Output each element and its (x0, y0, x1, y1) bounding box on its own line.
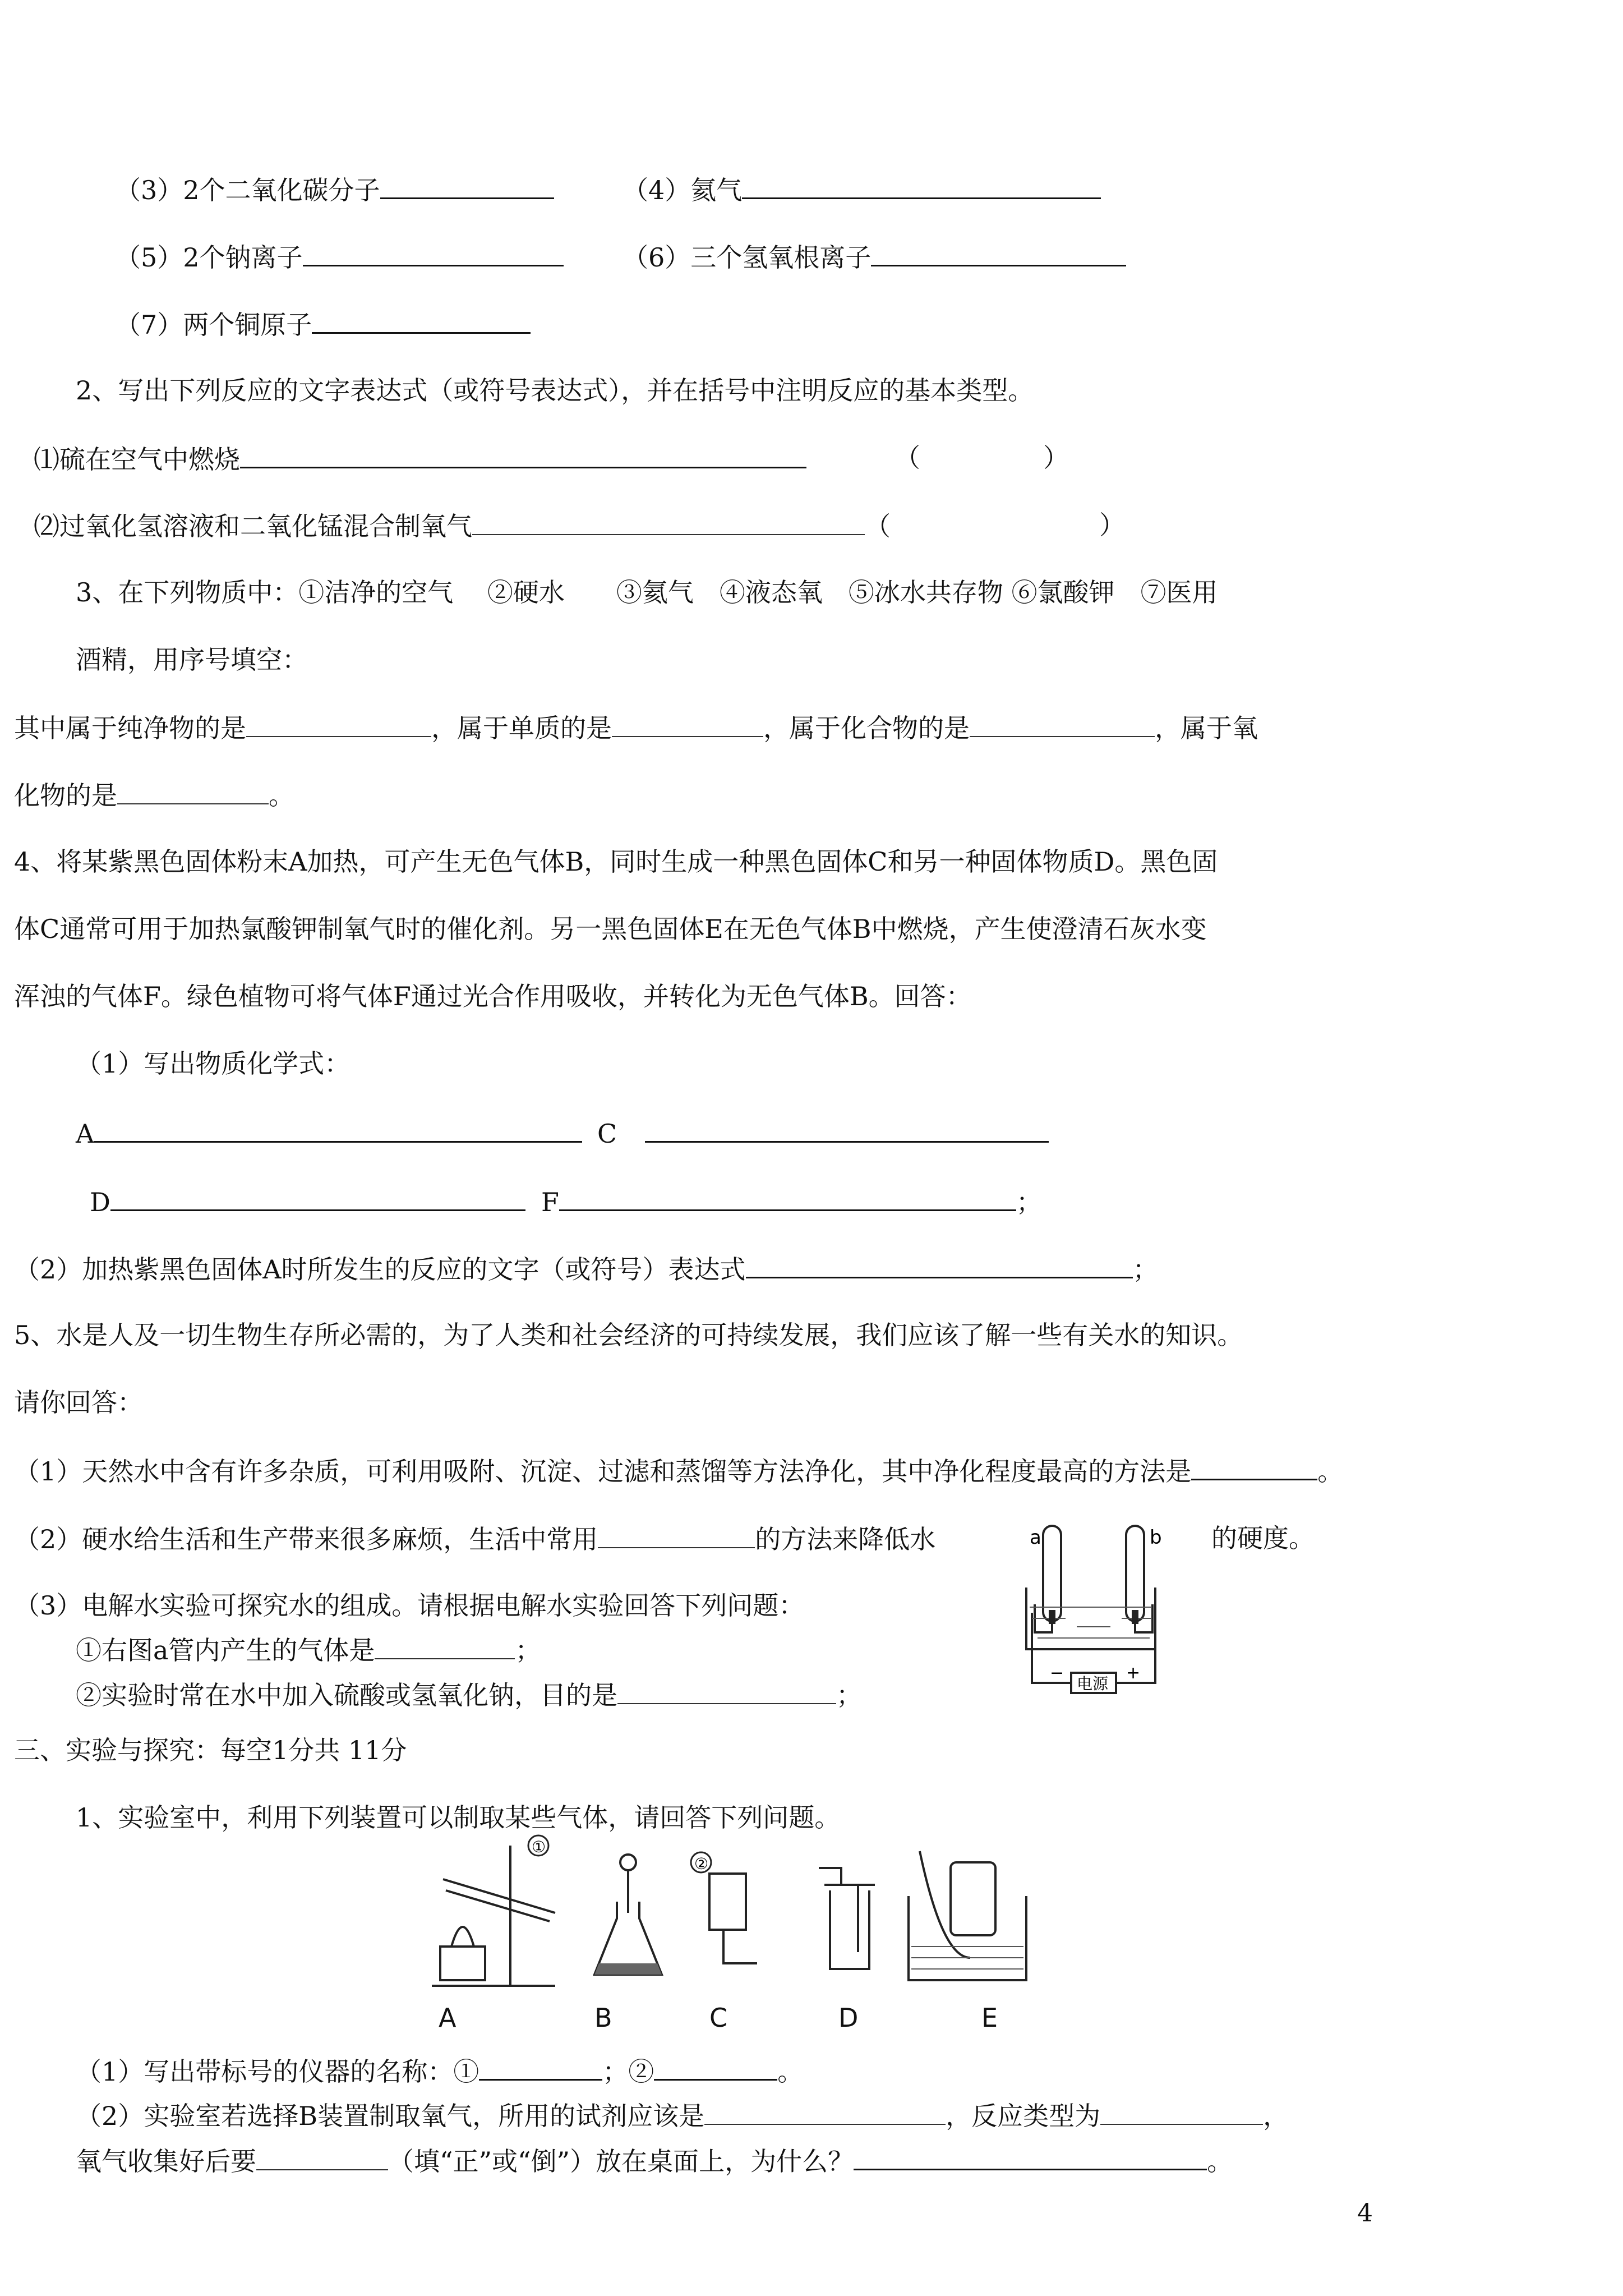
test-tube (443, 1879, 555, 1913)
q3-line1: 3、在下列物质中：①洁净的空气 ②硬水 ③氦气 ④液态氧 ⑤冰水共存物 ⑥氯酸钾 ⑦医用 (76, 577, 1218, 608)
q3-oxide-label-end: 化物的是 (14, 780, 117, 811)
answer-blank[interactable] (94, 1115, 582, 1143)
q1-item-3 (115, 172, 554, 207)
electrode-b (1132, 1610, 1138, 1624)
q4-line1: 4、将某紫黑色固体粉末A加热，可产生无色气体B，同时生成一种黑色固体C和另一种固体物质D。黑色固 (14, 846, 1218, 877)
q4-sub2-text: （2）加热紫黑色固体A时所发生的反应的文字（或符号）表达式 (14, 1254, 746, 1285)
q5-s2-text-b: 的方法来降低水 (755, 1524, 936, 1554)
apparatus-label-A: A (439, 2003, 457, 2033)
q5-s3b-text: ②实验时常在水中加入硫酸或氢氧化钠，目的是 (76, 1680, 617, 1710)
q5-s2 (14, 1521, 935, 1556)
q3-fill-line-2 (14, 777, 294, 812)
answer-blank[interactable] (854, 2143, 1207, 2170)
q1-item-7 (115, 306, 531, 342)
q5-s2-text: （2）硬水给生活和生产带来很多麻烦，生活中常用 (14, 1524, 598, 1554)
answer-blank[interactable] (617, 1677, 836, 1704)
q2-a-paren-left: （ (895, 443, 920, 473)
q3-period: 。 (269, 780, 294, 811)
mark-2: ② (694, 1855, 709, 1873)
q5-s1-text: （1）天然水中含有许多杂质，可利用吸附、沉淀、过滤和蒸馏等方法净化，其中净化程度最高的方法是 (14, 1456, 1192, 1487)
apparatus-A (426, 1829, 561, 1991)
q1-item-5 (115, 239, 564, 274)
q3-line2: 酒精，用序号填空： (76, 645, 308, 675)
sec3-s2-text: （2）实验室若选择B装置制取氧气，所用的试剂应该是 (76, 2101, 705, 2131)
q2-b-paren-left: （ (865, 511, 891, 541)
sec3-s2-text-b: ，反应类型为 (946, 2101, 1101, 2131)
q2-b (34, 508, 891, 543)
q2-b-text: ⑵过氧化氢溶液和二氧化锰混合制氧气 (34, 511, 472, 541)
tube-b-label: b (1150, 1526, 1162, 1549)
apparatus-label-E: E (981, 2003, 998, 2033)
answer-blank[interactable] (598, 1521, 755, 1548)
q2-a-text: ⑴硫在空气中燃烧 (34, 444, 240, 475)
q1-item-7-text: （7）两个铜原子 (115, 310, 312, 340)
answer-blank[interactable] (559, 1184, 1016, 1211)
q4-sub1: （1）写出物质化学式： (76, 1048, 351, 1079)
label-D: D (90, 1187, 110, 1217)
answer-blank[interactable] (312, 306, 531, 334)
tube-a-label: a (1030, 1526, 1041, 1549)
semicolon: ； (836, 1680, 862, 1710)
q1-item-6-text: （6）三个氢氧根离子 (623, 242, 872, 273)
answer-blank[interactable] (742, 172, 1101, 199)
q1-item-5-text: （5）2个钠离子 (115, 242, 303, 273)
q5-s3: （3）电解水实验可探究水的组成。请根据电解水实验回答下列问题： (14, 1590, 805, 1621)
period: 。 (1207, 2146, 1233, 2177)
sec3-s3 (76, 2143, 1233, 2178)
apparatus-E (903, 1846, 1032, 1986)
q2-b-paren-right: ） (1099, 510, 1125, 540)
q5-line2: 请你回答： (14, 1387, 143, 1418)
answer-blank[interactable] (240, 441, 806, 468)
answer-blank[interactable] (117, 777, 269, 804)
lamp-block (440, 1947, 485, 1980)
answer-blank[interactable] (1100, 2098, 1263, 2125)
page-number: 4 (1357, 2199, 1373, 2228)
sec3-q1: 1、实验室中，利用下列装置可以制取某些气体，请回答下列问题。 (76, 1802, 841, 1833)
q3-compound-label: ，属于化合物的是 (763, 713, 970, 743)
q4-A (76, 1115, 582, 1151)
apparatus-label-D: D (838, 2003, 859, 2033)
period: 。 (777, 2056, 804, 2087)
comma: ， (1263, 2101, 1289, 2131)
q5-s1 (14, 1453, 1343, 1488)
flask-liquid (594, 1963, 662, 1975)
q4-line2: 体C通常可用于加热氯酸钾制氧气时的催化剂。另一黑色固体E在无色气体B中燃烧，产生使澄清石灰水变 (14, 914, 1207, 944)
q3-element-label: ，属于单质的是 (431, 713, 612, 743)
q1-item-6 (623, 239, 1126, 274)
q1-item-4-text: （4）氦气 (623, 175, 743, 205)
period: 。 (1317, 1456, 1344, 1487)
answer-blank[interactable] (375, 1632, 515, 1659)
apparatus-label-B: B (594, 2003, 612, 2033)
q4-F (541, 1184, 1042, 1219)
answer-blank[interactable] (380, 172, 554, 199)
apparatus-D (813, 1857, 880, 1980)
sec3-s1-text: （1）写出带标号的仪器的名称：① (76, 2056, 479, 2087)
answer-blank[interactable] (654, 2053, 777, 2081)
sec3-s3-text-b: （填“正”或“倒”）放在桌面上，为什么？ (388, 2146, 854, 2177)
q5-s3a (76, 1632, 541, 1667)
answer-blank[interactable] (871, 239, 1126, 266)
answer-blank[interactable] (645, 1115, 1049, 1143)
q3-oxide-label: ，属于氧 (1155, 713, 1258, 743)
apparatus-B (589, 1851, 667, 1980)
label-A: A (76, 1119, 95, 1149)
q4-sub2 (14, 1251, 1159, 1286)
sec3-s2 (76, 2098, 1289, 2133)
sec3-s1-text-b: ；② (602, 2056, 654, 2087)
q2-a (34, 441, 806, 476)
answer-blank[interactable] (246, 710, 431, 737)
answer-blank[interactable] (970, 710, 1155, 737)
answer-blank[interactable] (110, 1184, 525, 1211)
q5-s3a-text: ①右图a管内产生的气体是 (76, 1635, 375, 1665)
section-3-title: 三、实验与探究：每空1分共 11分 (14, 1735, 407, 1765)
sec3-s1 (76, 2053, 803, 2088)
q3-fill-line (14, 710, 1258, 745)
electrode-a (1049, 1610, 1055, 1624)
q4-line3: 浑浊的气体F。绿色植物可将气体F通过光合作用吸收，并转化为无色气体B。回答： (14, 981, 972, 1011)
answer-blank[interactable] (704, 2098, 946, 2125)
answer-blank[interactable] (479, 2053, 602, 2081)
q3-pure-label: 其中属于纯净物的是 (14, 713, 246, 743)
plus-sign: + (1126, 1663, 1141, 1683)
power-label: 电源 (1077, 1674, 1109, 1693)
q1-item-3-text: （3）2个二氧化碳分子 (115, 175, 380, 205)
q4-C (597, 1115, 1049, 1151)
q5-s2-end: 的硬度。 (1211, 1523, 1315, 1553)
answer-blank[interactable] (1191, 1453, 1317, 1480)
semicolon: ； (1016, 1187, 1042, 1217)
q5-line1: 5、水是人及一切生物生存所必需的，为了人类和社会经济的可持续发展，我们应该了解一些有关水的知识。 (14, 1320, 1243, 1350)
answer-blank[interactable] (612, 710, 763, 737)
semicolon: ； (1132, 1254, 1159, 1285)
answer-blank[interactable] (303, 239, 564, 266)
q2-a-paren-right: ） (1043, 443, 1069, 473)
flame (451, 1927, 474, 1947)
q4-D (90, 1184, 525, 1219)
q5-s3b (76, 1677, 862, 1712)
answer-blank[interactable] (746, 1251, 1133, 1278)
label-F: F (541, 1187, 559, 1217)
sec3-s3-text: 氧气收集好后要 (76, 2146, 256, 2177)
answer-blank[interactable] (472, 508, 865, 535)
mark-1: ① (532, 1838, 546, 1856)
minus-sign: − (1050, 1663, 1064, 1683)
apparatus-label-C: C (709, 2003, 728, 2033)
apparatus-C (684, 1851, 768, 1980)
semicolon: ； (515, 1635, 541, 1665)
label-C: C (597, 1119, 617, 1149)
q2-stem: 2、写出下列反应的文字表达式（或符号表达式），并在括号中注明反应的基本类型。 (76, 375, 1034, 406)
electrolysis-diagram (1021, 1515, 1166, 1700)
q1-item-4 (623, 172, 1101, 207)
answer-blank[interactable] (256, 2143, 388, 2170)
